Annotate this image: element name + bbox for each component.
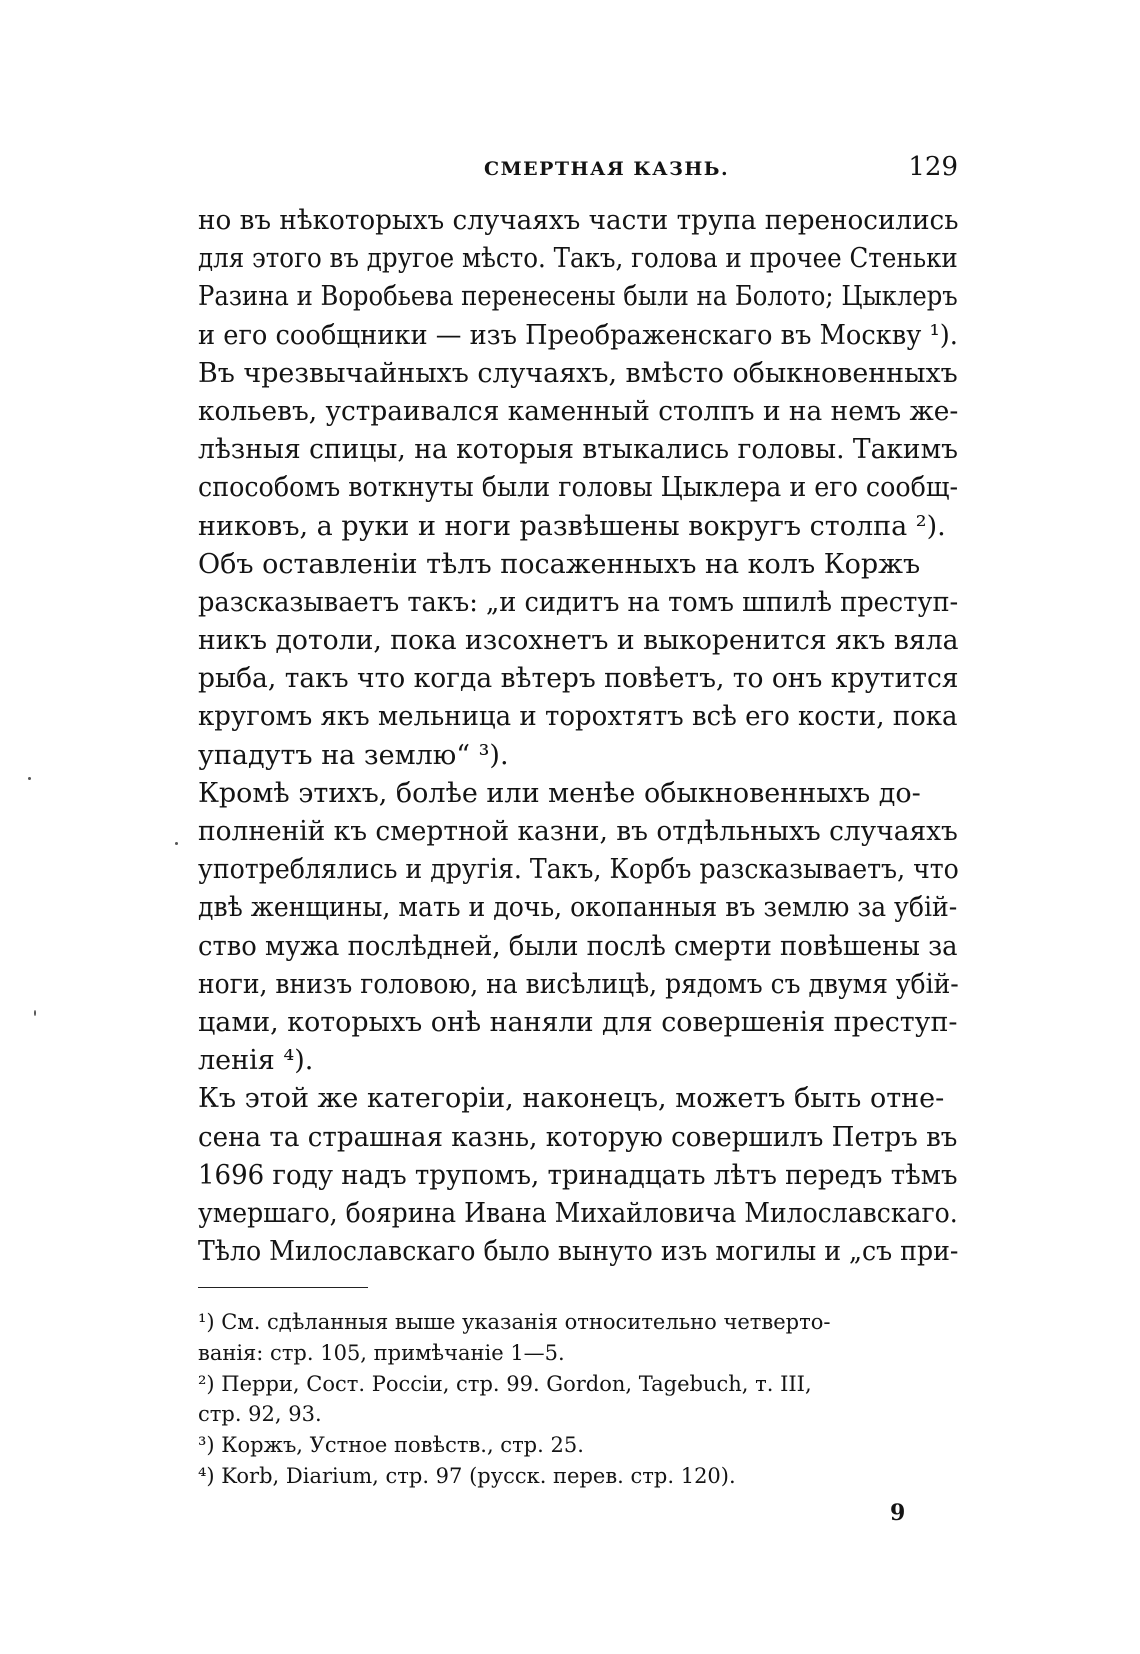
text-line: Разина и Воробьева перенесены были на Болото; Цыклеръ: [198, 281, 958, 313]
text-line: но въ нѣкоторыхъ случаяхъ части трупа переносились: [198, 205, 959, 236]
text-line: рыба, такъ что когда вѣтеръ повѣетъ, то онъ крутится: [198, 663, 959, 695]
text-line: ноги, внизъ головою, на висѣлицѣ, рядомъ съ двумя убій-: [198, 968, 959, 1000]
footnote-line: стр. 92, 93.: [198, 1402, 322, 1427]
text-line: Тѣло Милославскаго было вынуто изъ могилы и „съ при-: [198, 1236, 959, 1268]
footnote-line: ¹) См. сдѣланныя выше указанія относительно четверто-: [198, 1310, 831, 1334]
running-head: СМЕРТНАЯ КАЗНЬ.: [484, 158, 730, 180]
text-line: кругомъ якъ мельница и торохтятъ всѣ его кости, пока: [198, 701, 958, 733]
scan-speck: [28, 777, 31, 780]
text-line: сена та страшная казнь, которую совершилъ Петръ въ: [198, 1121, 958, 1153]
signature-mark: 9: [890, 1500, 906, 1526]
text-line: ство мужа послѣдней, были послѣ смерти повѣшены за: [198, 930, 958, 962]
page-number: 129: [908, 152, 958, 182]
text-line: цами, которыхъ онѣ наняли для совершенія преступ-: [198, 1006, 958, 1038]
text-line: полненій къ смертной казни, въ отдѣльныхъ случаяхъ: [198, 816, 958, 847]
footnote-line: ²) Перри, Сост. Россіи, стр. 99. Gordon, Tagebuch, т. III,: [198, 1371, 812, 1396]
footnotes: [198, 1307, 958, 1492]
text-line: никовъ, а руки и ноги развѣшены вокругъ столпа ²).: [198, 510, 946, 542]
text-line: употреблялись и другія. Такъ, Корбъ разсказываетъ, что: [198, 854, 959, 886]
text-line: кольевъ, устраивался каменный столпъ и на немъ же-: [198, 395, 959, 427]
text-line: никъ дотоли, пока изсохнетъ и выкоренится якъ вяла: [198, 625, 959, 657]
text-line: Къ этой же категоріи, наконецъ, можетъ быть отне-: [198, 1083, 945, 1115]
footnote-rule: [198, 1287, 368, 1288]
text-line: разсказываетъ такъ: „и сидитъ на томъ шпилѣ преступ-: [198, 586, 959, 618]
text-line: упадутъ на землю“ ³).: [198, 739, 509, 771]
scan-speck: [34, 1010, 36, 1016]
body-text: [198, 202, 958, 1271]
text-line: способомъ воткнуты были головы Цыклера и его сообщ-: [198, 472, 959, 504]
text-line: Кромѣ этихъ, болѣе или менѣе обыкновенныхъ до-: [198, 777, 921, 809]
text-line: двѣ женщины, мать и дочь, окопанныя въ землю за убій-: [198, 892, 958, 924]
text-line: Объ оставленіи тѣлъ посаженныхъ на колъ Коржъ: [198, 548, 921, 580]
text-line: 1696 году надъ трупомъ, тринадцать лѣтъ передъ тѣмъ: [198, 1159, 958, 1191]
text-line: лѣзныя спицы, на которыя втыкались головы. Такимъ: [198, 434, 959, 466]
text-line: для этого въ другое мѣсто. Такъ, голова и прочее Стеньки: [198, 243, 958, 275]
footnote-line: ⁴) Korb, Diarium, стр. 97 (русск. перев. стр. 120).: [198, 1463, 736, 1488]
scan-speck: [175, 842, 178, 845]
footnote-line: ³) Коржъ, Устное повѣств., стр. 25.: [198, 1433, 584, 1458]
text-line: и его сообщники — изъ Преображенскаго въ Москву ¹).: [198, 319, 958, 351]
page-header: [198, 152, 958, 192]
text-line: ленія ⁴).: [198, 1045, 314, 1077]
text-line: Въ чрезвычайныхъ случаяхъ, вмѣсто обыкновенныхъ: [198, 357, 958, 389]
footnote-line: ванія: стр. 105, примѣчаніе 1—5.: [198, 1340, 565, 1365]
text-line: умершаго, боярина Ивана Михайловича Милославскаго.: [198, 1197, 958, 1229]
